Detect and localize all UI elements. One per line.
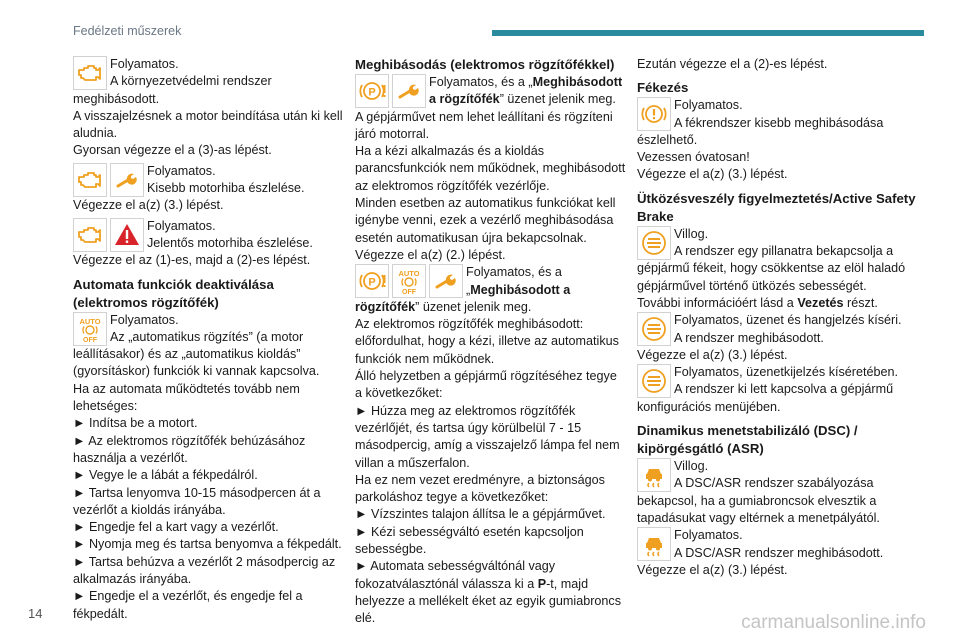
fault-2-tail: rögzítőfék” üzenet jelenik meg. [355,299,532,314]
collision-3-text: konfigurációs menüjében. [637,399,781,414]
brake-desc: Folyamatos. A fékrendszer kisebb meghibásodása [674,98,884,130]
page-number: 14 [28,606,43,621]
heading-auto-functions: Automata funkciók deaktiválása (elektromos rögzítőfék) [73,276,274,310]
collision-warning-icon [637,364,671,398]
dsc-asr-icon [637,458,671,492]
engine-warning-text: meghibásodott. A visszajelzésnek a motor beindítása után ki kell aludnia. Gyorsan végezze el a (3)-as lépést. [73,91,343,158]
engine-warning-desc: Folyamatos. A környezetvédelmi rendszer [110,57,272,89]
brake-text: észlelhető. Vezessen óvatosan! Végezze el a(z) (3.) lépést. [637,132,788,182]
engine-major-text: Végezze el az (1)-es, majd a (2)-es lépést. [73,253,311,268]
dsc-block-1 [637,458,927,493]
engine-icon [73,163,107,197]
dsc-1-desc: Villog. A DSC/ASR rendszer szabályozása [674,459,874,491]
section-title: Fedélzeti műszerek [73,24,182,38]
heading-brake: Fékezés [637,80,689,96]
engine-minor-text: Végezze el a(z) (3.) lépést. [73,198,224,213]
dsc-block-2 [637,527,927,562]
auto-off-icon [392,264,426,298]
dsc-2-text: Végezze el a(z) (3.) lépést. [637,562,788,577]
column-1 [73,56,343,623]
collision-warning-icon [637,226,671,260]
engine-minor-block [73,163,343,198]
collision-1-desc: Villog. A rendszer egy pillanatra bekapcsolja a [674,226,894,259]
brake-block [637,97,927,132]
fault-block-1 [355,74,627,109]
heading-collision: Ütközésveszély figyelmeztetés/Active Safety Brake [637,190,916,224]
auto-off-desc: Folyamatos. Az „automatikus rögzítés” (a motor [110,312,304,344]
auto-off-block [73,312,343,347]
dsc-2-desc: Folyamatos. A DSC/ASR rendszer meghibásodott. [674,528,884,560]
column-2 [355,56,627,628]
engine-icon [73,218,107,252]
engine-warning-block [73,56,343,91]
parking-brake-icon [355,74,389,108]
parking-brake-icon [355,264,389,298]
dsc-asr-icon [637,527,671,561]
collision-1-text: gépjármű fékeit, hogy csökkentse az elöl haladó gépjárművel történő ütközés sebességét. További információért lásd a Vezetés részt. [637,261,906,310]
fault-block-2 [355,264,627,299]
fault-1-text: A gépjárművet nem lehet leállítani és rögzíteni járó motorral. Ha a kézi alkalmazás és a kioldás parancsfunkciók nem működnek, meghibásodott az elektromos rögzítőfék vezérlője. Minden esetben az automatikus funkciókat kell igénybe venni, ezek a vezérlő meghibásodása esetén automatikusan újra bekapcsolnak. Végezze el a(z) (2.) lépést. [355,109,626,262]
collision-2-text: Végezze el a(z) (3.) lépést. [637,347,788,362]
fault-2-text: Az elektromos rögzítőfék meghibásodott: előfordulhat, hogy a kézi, illetve az automatikus funkciók nem működnek. Álló helyzetben a gépjármű rögzítéséhez tegye a következőket: ► Húzza meg az elektromos rögzítőfék vezérlőjét, és tartsa úgy körülbelül 7 - 15 másodpercig, amíg a visszajelző lámpa fel nem villan a műszerfalon. Ha ez nem vezet eredményre, a biztonságos parkoláshoz tegye a következőket: ► Vízszintes talajon állítsa le a gépjárművet. ► Kézi sebességváltó esetén kapcsoljon sebességbe. [355,317,620,557]
engine-major-block [73,218,343,253]
fault-1-desc: Folyamatos, és a „Meghibásodott a rögzítőfék” üzenet jelenik meg. [429,75,623,107]
heading-fault: Meghibásodás (elektromos rögzítőfékkel) [355,57,615,72]
column-3 [637,56,927,579]
fault-2-auto-text: ► Automata sebességváltónál vagy fokozatválasztónál válassza ki a P-t, majd helyezze a mellékelt éket az egyik gumiabroncs elé. [355,559,621,626]
engine-major-desc: Folyamatos. Jelentős motorhiba észlelése. [147,218,313,250]
auto-off-text: leállításakor) és az „automatikus kioldás” (gyorsításkor) funkciók ki vannak kapcsolva. Ha az automata működtetés tovább nem lehetséges: ► Indítsa be a motort. ► Az elektromos rögzítőfék behúzásához használja a vezérlőt. ► Vegye le a lábát a fékpedálról. ► Tartsa lenyomva 10-15 másodpercen át a vezérlőt a kioldás irányába. ► Engedje fel a kart vagy a vezérlőt. ► Nyomja meg és tartsa benyomva a fékpedált. ► Tartsa behúzva a vezérlőt 2 másodpercig az alkalmazás irányába. ► Engedje el a vezérlőt, és engedje fel a fékpedált. [73,347,342,621]
collision-block-2 [637,312,927,347]
brake-icon [637,97,671,131]
dsc-1-text: bekapcsol, ha a gumiabroncsok elvesztik a tapadásukat vagy eltérnek a menetpályától. [637,493,880,525]
collision-block-1 [637,226,927,261]
collision-warning-icon [637,312,671,346]
auto-off-icon [73,312,107,346]
engine-minor-desc: Folyamatos. Kisebb motorhiba észlelése. [147,163,305,196]
engine-icon [73,56,107,90]
heading-dsc: Dinamikus menetstabilizáló (DSC) / kipörgésgátló (ASR) [637,423,858,457]
continue-step-text: Ezután végezze el a (2)-es lépést. [637,57,828,71]
warning-triangle-icon [110,218,144,252]
collision-2-desc: Folyamatos, üzenet és hangjelzés kíséri. A rendszer meghibásodott. [674,313,902,345]
wrench-icon [392,74,426,108]
watermark: carmanualsonline.info [741,612,926,633]
collision-block-3 [637,364,927,399]
wrench-icon [110,163,144,197]
header-accent-bar [492,30,924,36]
collision-3-desc: Folyamatos, üzenetkijelzés kíséretében. A rendszer ki lett kapcsolva a gépjármű [674,365,899,397]
wrench-icon [429,264,463,298]
fault-2-desc: Folyamatos, és a „Meghibásodott a [466,265,571,297]
